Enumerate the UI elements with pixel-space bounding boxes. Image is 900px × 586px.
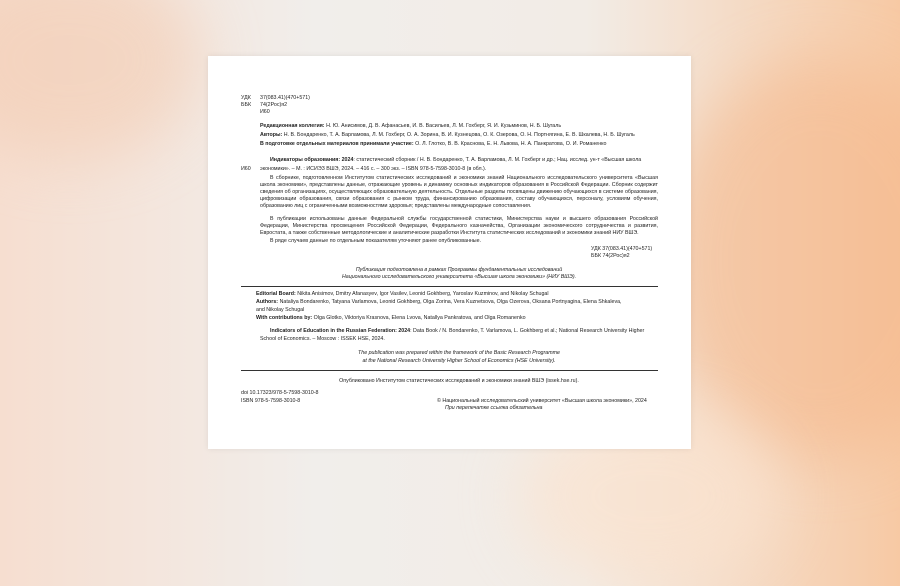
participants-ru xyxy=(260,141,606,148)
citation-text: : статистический сборник / Н. В. Бондаренко, Т. А. Варламова, Л. М. Гохберг и др.; Нац. исслед. ун-т «Высшая школа xyxy=(353,157,642,163)
program-note-ru-2: Национального исследовательского университета «Высшая школа экономики» (НИУ ВШЭ). xyxy=(341,274,577,280)
contributions-en xyxy=(256,315,526,322)
author-code-margin: И60 xyxy=(241,166,251,172)
authors-names: Н. В. Бондаренко, Т. А. Варламова, Л. М. Гохберг, О. А. Зорина, В. И. Кузнецова, О. К. Озерова, О. Н. Портнягина, Е. В. Шкалева, Н. Б. Шугаль xyxy=(283,132,635,138)
authors-en-label: Authors: xyxy=(256,299,279,305)
editorial-board-en xyxy=(256,291,549,298)
authors-label: Авторы: xyxy=(260,132,283,138)
editorial-board-names: Н. Ю. Анисимов, Д. В. Афанасьев, И. В. Васильев, Л. М. Гохберг, Я. И. Кузьминов, Н. Б. Шугаль xyxy=(326,123,562,129)
background-blob xyxy=(0,0,200,160)
citation-title: Индикаторы образования: 2024 xyxy=(270,157,354,163)
editorial-board-label: Редакционная коллегия: xyxy=(260,123,325,129)
bbk-value: 74(2Рос)я2 xyxy=(260,102,288,108)
editorial-board-en-label: Editorial Board: xyxy=(256,291,296,297)
program-note-ru-1: Публикация подготовлена в рамках Программы фундаментальных исследований xyxy=(355,267,563,273)
authors-en-names-cont: and Nikolay Schugal xyxy=(256,307,305,313)
authors-en xyxy=(256,299,622,306)
citation-line2: экономики». – М. : ИСИЭЗ ВШЭ, 2024. – 416 с. – 300 экз. – ISBN 978-5-7598-3010-8 (в обл.). xyxy=(260,166,487,172)
citation-en-line2: School of Economics. – Moscow : ISSEK HSE, 2024. xyxy=(260,336,385,342)
program-note-en-1: The publication was prepared within the framework of the Basic Research Programme xyxy=(358,350,560,356)
abstract-paragraph: В сборнике, подготовленном Институтом статистических исследований и экономики знаний Национального исследовательского университета «Высшая школа экономики», представлены данные, отражающие уровень и динамику основных индикаторов образования в Российской Федерации. Сборник содержит сведения об организациях, осуществляющих образовательную деятельность. Отдельные разделы посвящены движению обучающихся в системе образования, цифровизации образования, связи образования с рынком труда, финансированию образования, составу обучающихся, персоналу, условиям обучения, образованию лиц с ограниченными возможностями здоровья; представлены международные сопоставления. xyxy=(260,175,658,209)
udk-value: 37(083.41)(470+571) xyxy=(260,95,310,101)
participants-names: О. Л. Глотко, В. В. Краснова, Е. Н. Львова, Н. А. Панкратова, О. И. Романенко xyxy=(415,141,607,147)
citation-line1 xyxy=(270,157,641,164)
copyright: © Национальный исследовательский университет «Высшая школа экономики», 2024 xyxy=(437,398,647,404)
participants-label: В подготовке отдельных материалов принимали участие: xyxy=(260,141,414,147)
reprint-note: При перепечатке ссылка обязательна xyxy=(445,405,543,411)
doi: doi 10.17323/978-5-7598-3010-8 xyxy=(241,390,319,396)
abstract-paragraph: В ряде случаев данные по отдельным показателям уточняют ранее опубликованные. xyxy=(270,238,482,244)
program-note-en-2: at the National Research University Higher School of Economics (HSE University). xyxy=(362,358,556,364)
contributions-en-label: With contributions by: xyxy=(256,315,313,321)
citation-en-line1 xyxy=(270,328,644,335)
editorial-board-en-names: Nikita Anisimov, Dmitry Afanasyev, Igor Vasilev, Leonid Gokhberg, Yaroslav Kuzminov, and Nikolay Schugal xyxy=(297,291,549,297)
imprint-page xyxy=(208,56,691,449)
isbn: ISBN 978-5-7598-3010-8 xyxy=(241,398,301,404)
divider xyxy=(241,370,658,371)
bbk-label: ББК xyxy=(241,102,252,108)
author-code: И60 xyxy=(260,109,270,115)
editorial-board-ru xyxy=(260,123,561,130)
contributions-en-names: Olga Glotko, Viktoriya Krasnova, Elena Lvova, Natallya Pankratova, and Olga Romanenko xyxy=(313,315,526,321)
citation-en-text: : Data Book / N. Bondarenko, T. Varlamova, L. Gokhberg et al.; National Research University Higher xyxy=(410,328,645,334)
udk-label: УДК xyxy=(241,95,251,101)
divider xyxy=(241,286,658,287)
bbk-right: ББК 74(2Рос)я2 xyxy=(591,253,630,259)
abstract-paragraph: В публикации использованы данные Федеральной службы государственной статистики, Министерства науки и высшего образования Российской Федерации, Министерства просвещения Российской Федерации, Федерального казначейства, Организации экономического сотрудничества и развития, Евростата, а также собственные методологические и аналитические разработки Института статистических исследований и экономики знаний НИУ ВШЭ. xyxy=(260,216,658,236)
published-by: Опубликовано Институтом статистических исследований и экономики знаний ВШЭ (issek.hse.ru). xyxy=(339,378,579,384)
background-blob xyxy=(660,60,900,460)
authors-ru xyxy=(260,132,635,139)
authors-en-names: Nataliya Bondarenko, Tatyana Varlamova, Leonid Gokhberg, Olga Zorina, Vera Kuznetsova, Olga Ozerova, Oksana Portnyagina, Elena Shkaleva, xyxy=(279,299,622,305)
citation-en-title: Indicators of Education in the Russian Federation: 2024 xyxy=(270,328,411,334)
udk-right: УДК 37(083.41)(470+571) xyxy=(591,246,653,252)
